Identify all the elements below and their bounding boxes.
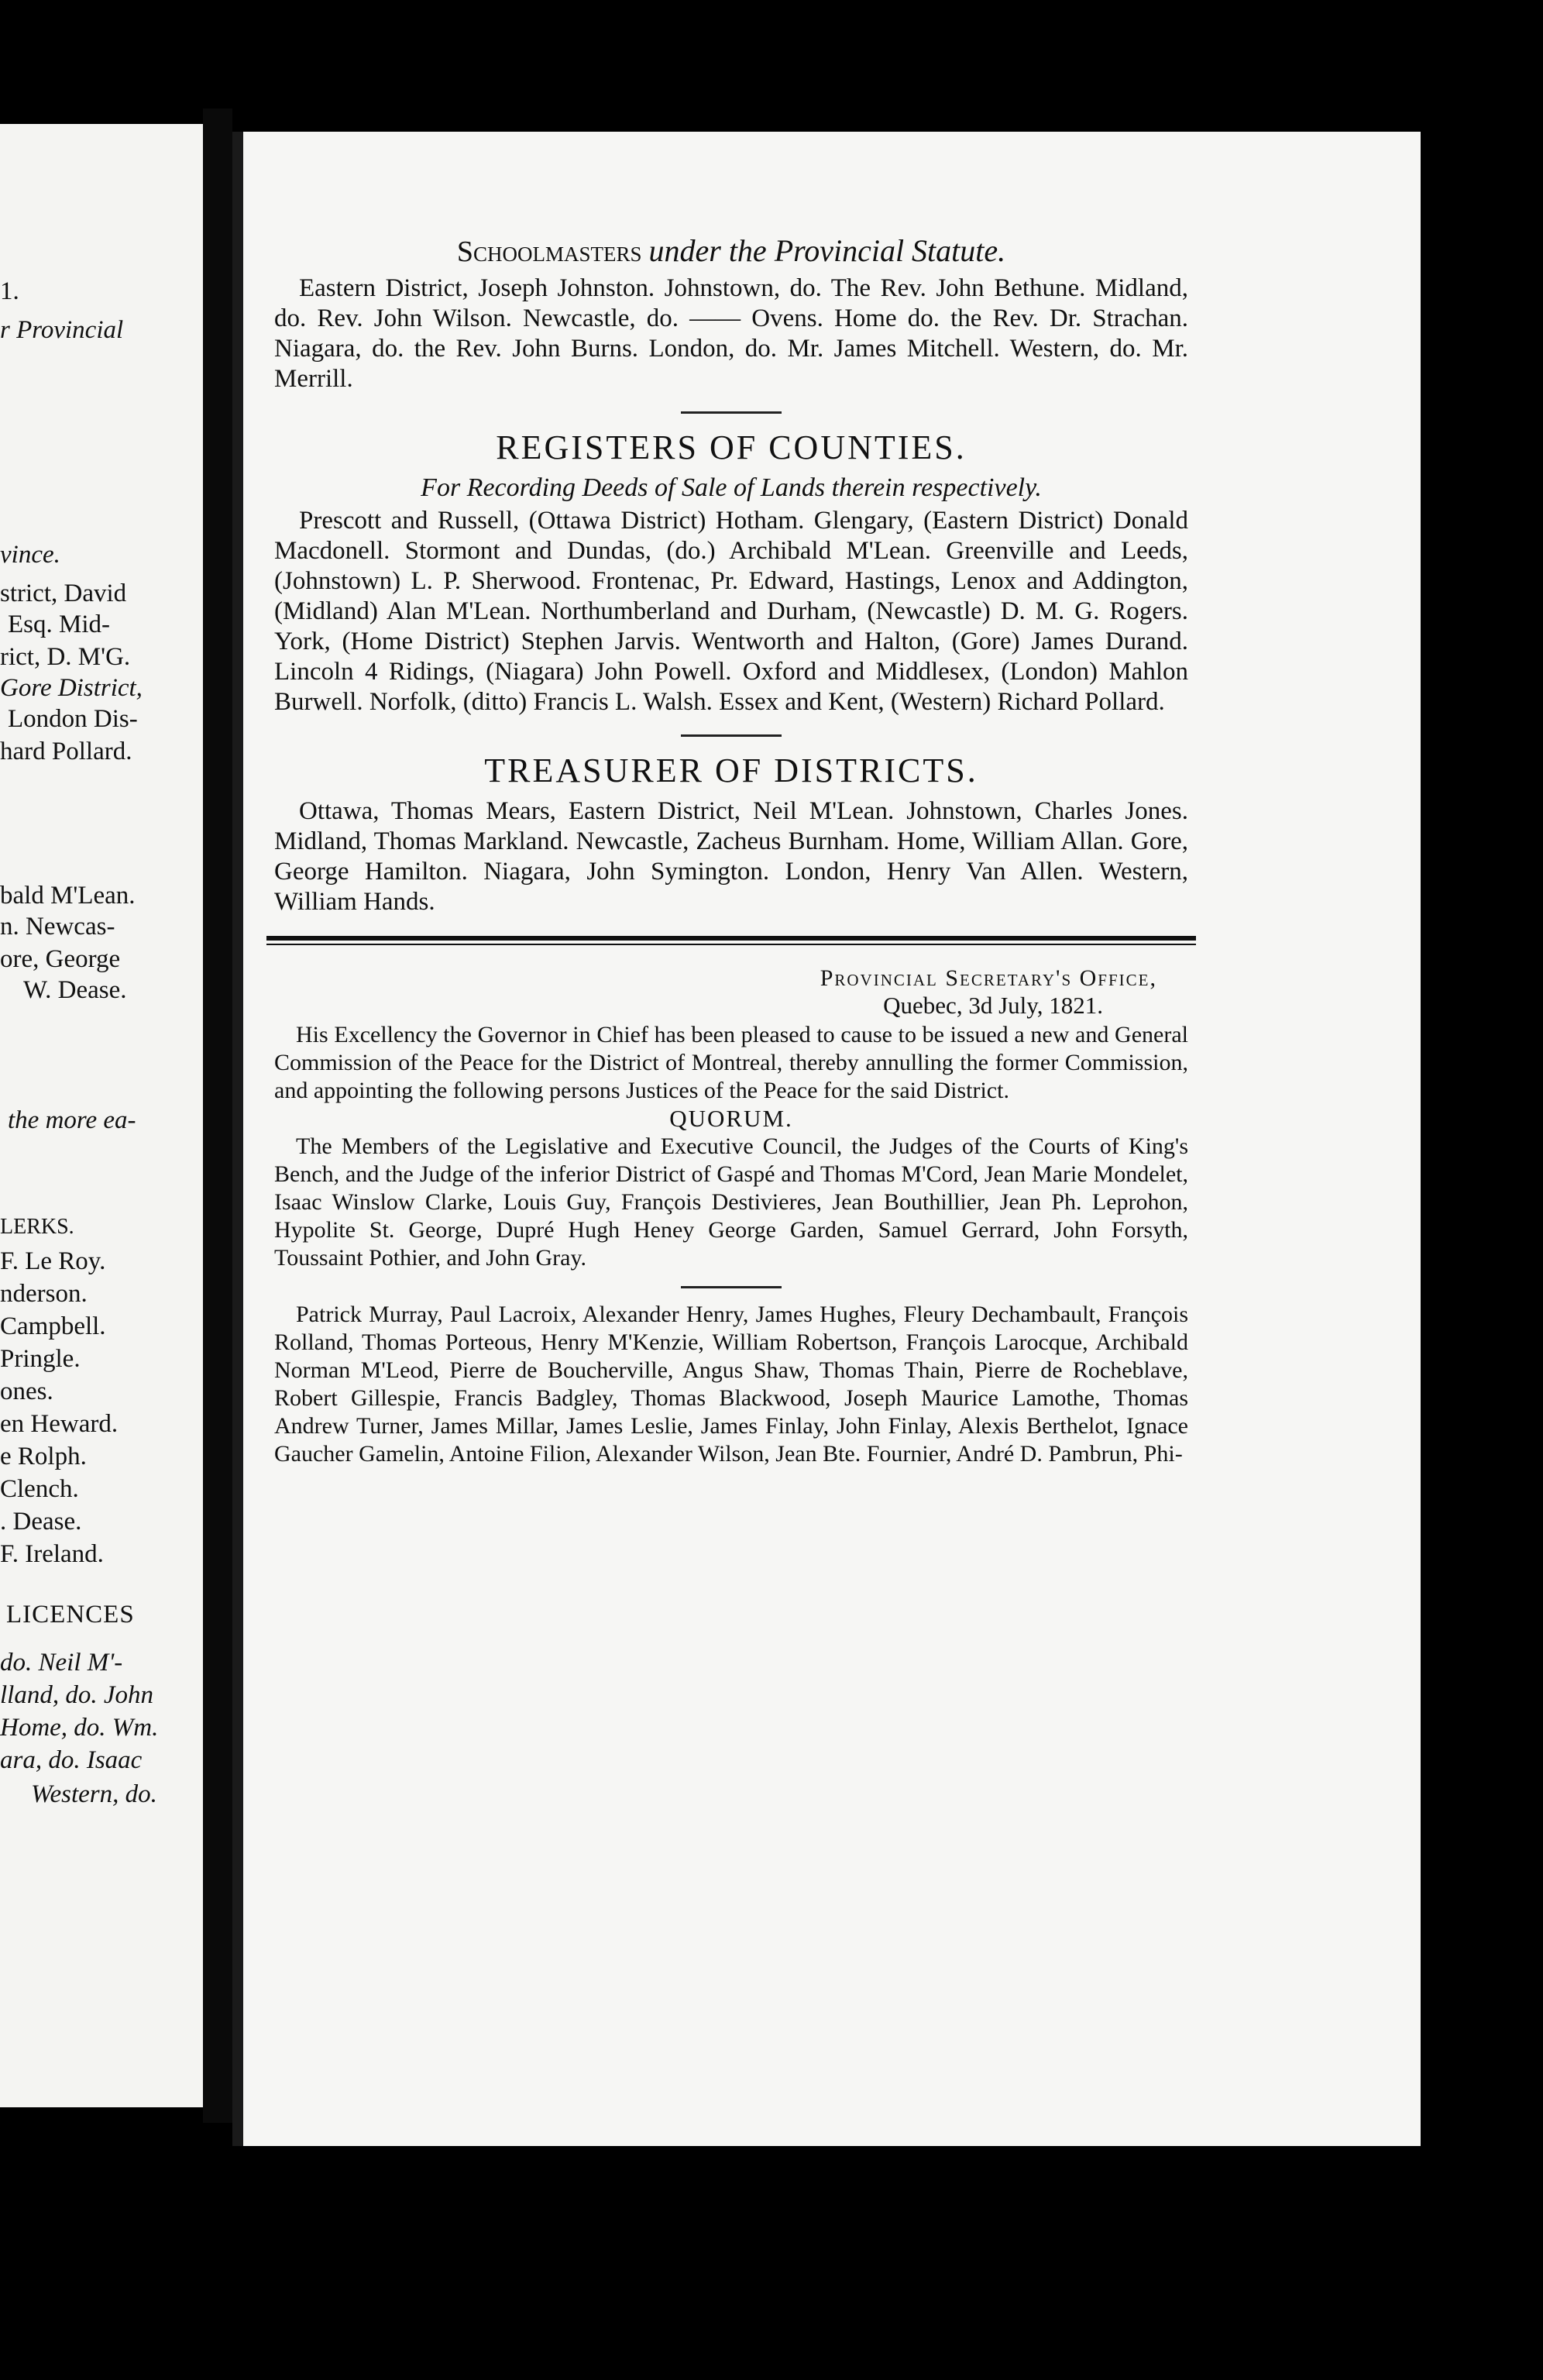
registers-subtitle: For Recording Deeds of Sale of Lands therein respectively. [421,473,1042,502]
left-line: Western, do. [31,1780,157,1808]
left-line: e Rolph. [0,1443,87,1470]
left-line: F. Le Roy. [0,1247,106,1275]
right-page [232,132,1421,2146]
quorum-text: The Members of the Legislative and Executive Council, the Judges of the Courts of King's Bench, and the Judge of the inferior District of Gaspé and Thomas M'Cord, Jean Marie Mondelet, Isaac Winslow Clarke, Louis Guy, François Destivieres, Jean Bouthillier, Jean Ph. Leprohon, Hypolite St. George, Dupré Hugh Heney George Garden, Samuel Gerrard, John Forsyth, Toussaint Pothier, and John Gray. [274,1133,1188,1271]
left-line: LERKS. [0,1215,74,1239]
section-divider [681,734,782,737]
section-divider [681,1286,782,1288]
dateline: Quebec, 3d July, 1821. [883,992,1103,1019]
left-line: Clench. [0,1475,79,1503]
registers-title: REGISTERS OF COUNTIES. [496,428,967,466]
page-content [274,232,1188,1468]
notice-intro: His Excellency the Governor in Chief has been pleased to cause to be issued a new and General Commission of the Peace for the District of Montreal, thereby annulling the former Commission, and appointing the following persons Justices of the Peace for the said District. [274,1022,1188,1103]
quorum-label: QUORUM. [669,1105,793,1132]
left-line: ones. [0,1377,53,1405]
left-line: r Provincial [0,316,124,344]
left-line: the more ea- [8,1106,136,1134]
treasurer-text: Ottawa, Thomas Mears, Eastern District, Neil M'Lean. Johnstown, Charles Jones. Midland, Thomas Markland. Newcastle, Zacheus Burnham. Home, William Allan. Gore, George Hamilton. Niagara, John Symington. London, Henry Van Allen. Western, William Hands. [274,797,1188,916]
schoolmasters-heading-italic: under the Provincial Statute. [648,233,1006,268]
left-line: lland, do. John [0,1681,153,1709]
left-line: . Dease. [0,1508,82,1536]
left-line: Campbell. [0,1312,106,1340]
schoolmasters-heading-sc: Schoolmasters [456,236,642,268]
left-line: 1. [0,277,19,305]
left-line: Gore District, [0,674,143,702]
left-line: nderson. [0,1280,88,1308]
left-line: hard Pollard. [0,738,132,765]
double-rule-divider [266,936,1196,945]
left-line: F. Ireland. [0,1540,104,1568]
office-heading: Provincial Secretary's Office, [820,965,1157,991]
left-line: rict, D. M'G. [0,643,131,671]
section-divider [681,411,782,414]
left-line: Pringle. [0,1345,81,1373]
justices-text: Patrick Murray, Paul Lacroix, Alexander Henry, James Hughes, Fleury Dechambault, François Rolland, Thomas Porteous, Henry M'Kenzie, William Robertson, François Larocque, Archibald Norman M'Leod, Pierre de Boucherville, Angus Shaw, Thomas Thain, Pierre de Rocheblave, Robert Gillespie, Francis Badgley, Thomas Blackwood, Joseph Maurice Lamothe, Thomas Andrew Turner, James Millar, James Leslie, James Finlay, John Finlay, Alexis Berthelot, Ignace Gaucher Gamelin, Antoine Filion, Alexander Wilson, Jean Bte. Fournier, André D. Pambrun, Phi- [274,1302,1188,1467]
left-line: strict, David [0,580,127,607]
book-gutter [203,108,232,2123]
left-line: ara, do. Isaac [0,1746,143,1774]
left-line: Esq. Mid- [8,610,110,638]
left-line: vince. [0,541,60,569]
registers-text: Prescott and Russell, (Ottawa District) Hotham. Glengary, (Eastern District) Donald Macdonell. Stormont and Dundas, (do.) Archibald M'Lean. Greenville and Leeds, (Johnstown) L. P. Sherwood. Frontenac, Pr. Edward, Hastings, Lenox and Addington, (Midland) Alan M'Lean. Northumberland and Durham, (Newcastle) D. M. G. Rogers. York, (Home District) Stephen Jarvis. Wentworth and Halton, (Gore) James Durand. Lincoln 4 Ridings, (Niagara) John Powell. Oxford and Middlesex, (London) Mahlon Burwell. Norfolk, (ditto) Francis L. Walsh. Essex and Kent, (Western) Richard Pollard. [274,507,1188,716]
left-line: ore, George [0,945,121,973]
left-line: W. Dease. [23,976,127,1004]
left-page-fragment [0,124,203,2107]
left-line: do. Neil M'- [0,1649,123,1677]
left-line: n. Newcas- [0,913,115,941]
schoolmasters-text: Eastern District, Joseph Johnston. Johnstown, do. The Rev. John Bethune. Midland, do. Rev. John Wilson. Newcastle, do. —— Ovens. Home do. the Rev. Dr. Strachan. Niagara, do. the Rev. John Burns. London, do. Mr. James Mitchell. Western, do. Mr. Merrill. [274,274,1188,393]
treasurer-title: TREASURER OF DISTRICTS. [484,751,978,789]
left-line: Home, do. Wm. [0,1714,159,1742]
left-heading: LICENCES [6,1601,135,1629]
schoolmasters-heading [274,232,1188,269]
left-line: en Heward. [0,1410,119,1438]
left-line: London Dis- [8,705,138,733]
left-line: bald M'Lean. [0,882,136,910]
